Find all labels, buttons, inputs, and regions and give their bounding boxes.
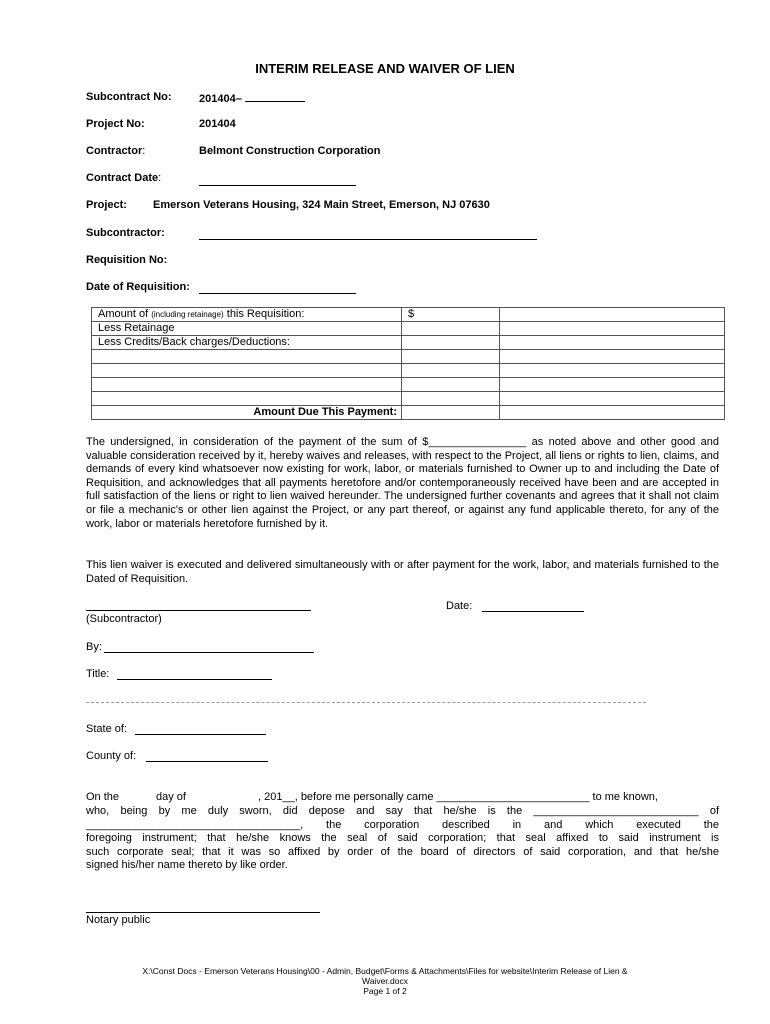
date-of-requisition-blank[interactable] [199,282,356,294]
county-blank[interactable] [146,749,268,762]
table-cell[interactable] [402,364,500,378]
footer-path-line-1: X:\Const Docs - Emerson Veterans Housing\00 - Admin, Budget\Forms & Attachments\Files for website\Interim Release of Lien & [142,966,628,976]
separator-dashed-line [86,702,646,703]
contract-date-label: Contract Date: [86,172,162,184]
footer-path-line-2: Waiver.docx [362,976,408,986]
table-cell[interactable] [500,406,725,420]
state-label: State of: [86,723,127,735]
notary-line-2: who, being by me duly sworn, did depose and say that he/she is the ___________________________ of [86,805,719,817]
waiver-paragraph: The undersigned, in consideration of the payment of the sum of $________________ as noted above and other good and valuable consideration received by it, hereby waives and releases, with respect to the Project, all liens or rights to lien, claims, and demands of every kind whatsoever now existing for work, labor, or materials furnished to Owner up to and including the Date of Requisition, and acknowledges that all payments heretofore and/or contemporaneously received have been and are accepted in full satisfaction of the liens or right to lien waived hereunder. The undersigned further covenants and agrees that it shall not claim or file a mechanic's or other lien against the Project, or any part thereof, or against any fund applicable thereto, for any of the work, labor or materials heretofore furnished by it. [86,436,719,530]
amount-requisition-label: Amount of (including retainage) this Requisition: [92,308,402,322]
project-label: Project: [86,199,127,211]
project-no-value: 201404 [199,118,236,130]
table-row [92,392,725,406]
contractor-value: Belmont Construction Corporation [199,145,381,157]
table-cell[interactable] [500,364,725,378]
subcontractor-signature-line[interactable] [86,598,311,611]
notary-on-the: On the [86,791,120,803]
subcontractor-blank[interactable] [199,228,537,240]
table-row [92,406,725,420]
title-label: Title: [86,668,110,680]
table-row [92,308,725,322]
table-row [92,364,725,378]
table-cell[interactable] [92,392,402,406]
table-cell[interactable] [500,308,725,322]
requisition-no-label: Requisition No: [86,254,168,266]
project-no-label: Project No: [86,118,145,130]
page-title: INTERIM RELEASE AND WAIVER OF LIEN [255,61,515,76]
notary-body [86,805,719,873]
county-label: County of: [86,750,137,762]
table-cell[interactable] [92,378,402,392]
subcontractor-caption: (Subcontractor) [86,613,162,625]
table-row [92,378,725,392]
less-retainage-label: Less Retainage [92,322,402,336]
contractor-label: Contractor: [86,145,146,157]
table-row [92,350,725,364]
less-credits-label: Less Credits/Back charges/Deductions: [92,336,402,350]
by-blank[interactable] [104,640,314,653]
amount-due-label: Amount Due This Payment: [92,406,402,420]
page-footer [0,966,770,996]
notary-public-label: Notary public [86,914,151,926]
amount-requisition-value[interactable]: $ [402,308,500,322]
notary-signature-line[interactable] [86,900,320,913]
requisition-table [91,307,725,420]
subcontract-no-value: 201404– [199,91,305,105]
notary-day-of: day of [156,791,186,803]
by-label: By: [86,641,102,653]
notary-line-5: such corporate seal; that it was so affixed by order of the board of directors of said corporation, and that he/she [86,845,719,858]
title-blank[interactable] [117,667,272,680]
contract-date-blank[interactable] [199,173,356,186]
subcontract-no-blank[interactable] [245,91,305,102]
footer-page-number: Page 1 of 2 [363,986,407,996]
notary-line-3: ___________________________________, the corporation described in and which executed the [86,818,719,831]
table-cell[interactable] [92,350,402,364]
table-cell[interactable] [500,322,725,336]
table-cell[interactable] [500,336,725,350]
table-cell[interactable] [500,392,725,406]
date-of-requisition-label: Date of Requisition: [86,281,190,293]
table-cell[interactable] [500,350,725,364]
signature-date-label: Date: [446,600,473,612]
table-cell[interactable] [402,350,500,364]
table-cell[interactable] [402,392,500,406]
table-cell[interactable] [402,322,500,336]
subcontract-no-label: Subcontract No: [86,91,172,103]
signature-date-blank[interactable] [482,599,584,612]
notary-line-6: signed his/her name thereto by like order. [86,859,288,872]
execution-paragraph: This lien waiver is executed and delivered simultaneously with or after payment for the work, labor, and materials furnished to the Dated of Requisition. [86,559,719,585]
notary-line-1: , 201__, before me personally came _________________________ to me known, [258,791,658,803]
notary-line-4: foregoing instrument; that he/she knows the seal of said corporation; that seal affixed to said instrument is [86,832,719,845]
table-cell[interactable] [402,378,500,392]
state-blank[interactable] [135,722,266,735]
table-row [92,322,725,336]
amount-due-value[interactable] [402,406,500,420]
table-cell[interactable] [402,336,500,350]
table-cell[interactable] [500,378,725,392]
table-cell[interactable] [92,364,402,378]
project-value: Emerson Veterans Housing, 324 Main Street, Emerson, NJ 07630 [153,199,490,211]
subcontractor-label: Subcontractor: [86,227,165,239]
table-row [92,336,725,350]
